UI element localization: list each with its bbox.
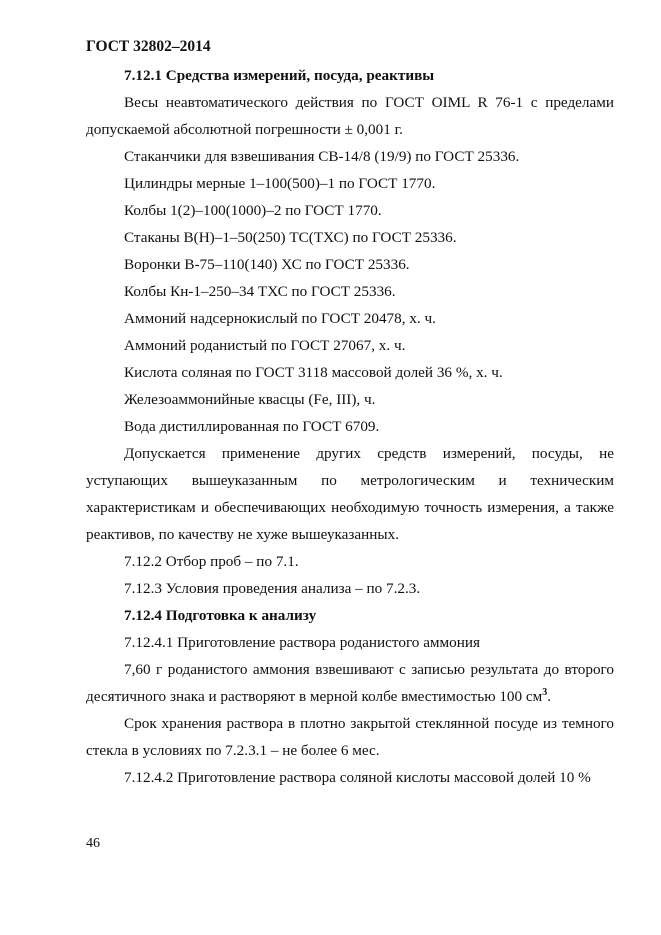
storage-paragraph: Срок хранения раствора в плотно закрытой стеклянной посуде из темного стекла в условиях по 7.2.3.1 – не более 6 мес. xyxy=(86,715,614,759)
paragraph-7-12-4-2: 7.12.4.2 Приготовление раствора соляной кислоты массовой долей 10 % xyxy=(124,769,591,786)
list-item: Стаканчики для взвешивания СВ-14/8 (19/9) по ГОСТ 25336. xyxy=(124,148,520,165)
section-heading-7-12-4: 7.12.4 Подготовка к анализу xyxy=(124,607,317,624)
list-item: Кислота соляная по ГОСТ 3118 массовой долей 36 %, х. ч. xyxy=(124,364,503,381)
list-item: Аммоний роданистый по ГОСТ 27067, х. ч. xyxy=(124,337,406,354)
list-item: Железоаммонийные квасцы (Fe, III), ч. xyxy=(124,391,376,408)
list-item: Колбы 1(2)–100(1000)–2 по ГОСТ 1770. xyxy=(124,202,382,219)
list-item: Колбы Кн-1–250–34 ТХС по ГОСТ 25336. xyxy=(124,283,396,300)
list-item: Аммоний надсернокислый по ГОСТ 20478, х. ч. xyxy=(124,310,436,327)
section-heading-7-12-1: 7.12.1 Средства измерений, посуда, реактивы xyxy=(124,67,435,84)
paragraph-7-12-3: 7.12.3 Условия проведения анализа – по 7.2.3. xyxy=(124,580,421,597)
paragraph-7-12-4-1: 7.12.4.1 Приготовление раствора роданистого аммония xyxy=(124,634,480,651)
weighing-text: 7,60 г роданистого аммония взвешивают с записью результата до второго десятичного знака и растворяют в мерной колбе вместимостью 100 см xyxy=(86,661,614,705)
list-item: Весы неавтоматического действия по ГОСТ OIML R 76-1 с пределами допускаемой абсолютной погрешности ± 0,001 г. xyxy=(86,94,614,138)
document-standard-header: ГОСТ 32802–2014 xyxy=(86,38,211,55)
weighing-paragraph xyxy=(86,656,614,710)
weighing-end: . xyxy=(547,688,552,705)
list-item: Стаканы В(Н)–1–50(250) ТС(ТХС) по ГОСТ 25336. xyxy=(124,229,457,246)
list-item: Воронки В-75–110(140) ХС по ГОСТ 25336. xyxy=(124,256,410,273)
page-number: 46 xyxy=(86,836,100,851)
list-item: Цилиндры мерные 1–100(500)–1 по ГОСТ 1770. xyxy=(124,175,436,192)
document-body xyxy=(86,62,614,791)
weighing-unit-superscript: 3 xyxy=(542,686,548,698)
list-item: Вода дистиллированная по ГОСТ 6709. xyxy=(124,418,380,435)
allowance-paragraph: Допускается применение других средств измерений, посуды, не уступающих вышеуказанным по метрологическим и техническим характеристикам и обеспечивающих необходимую точность измерения, а также реактивов, по качеству не хуже вышеуказанных. xyxy=(86,445,614,543)
paragraph-7-12-2: 7.12.2 Отбор проб – по 7.1. xyxy=(124,553,299,570)
